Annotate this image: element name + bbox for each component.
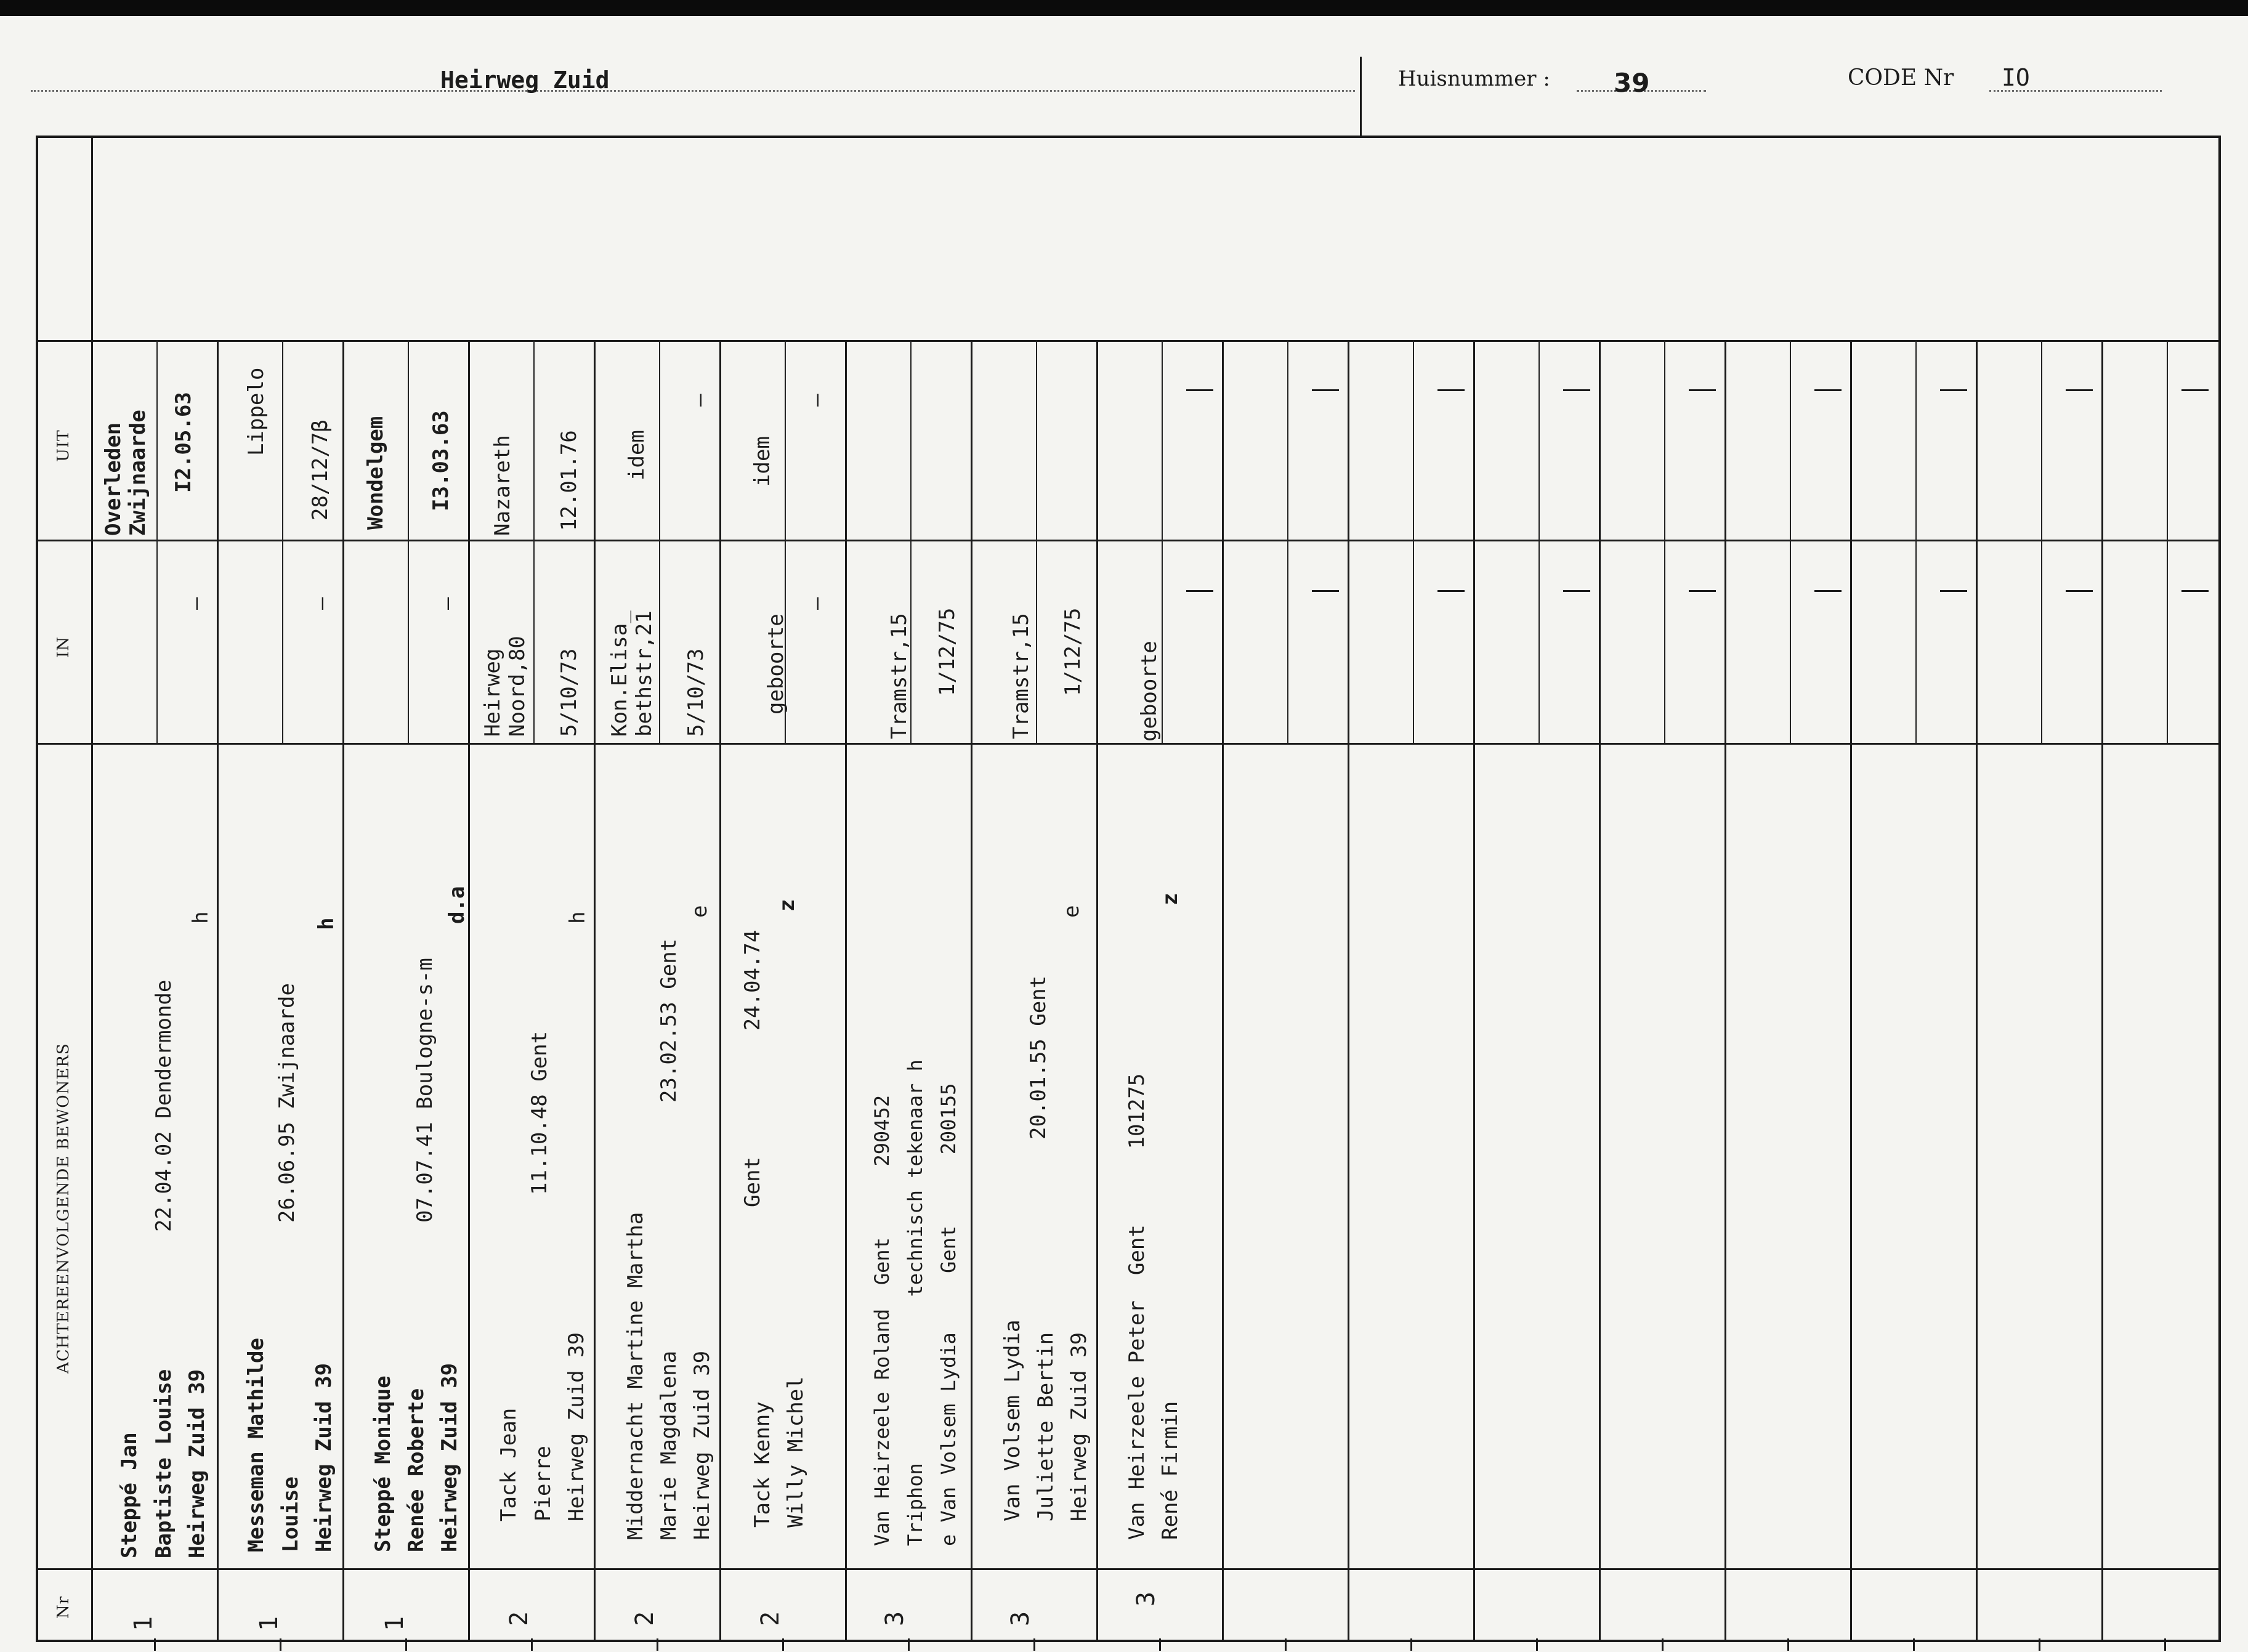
edge-tick bbox=[531, 1638, 533, 1651]
residents-section-label: ACHTEREENVOLGENDE BEWONERS bbox=[54, 1043, 73, 1374]
row-nr: 2 bbox=[631, 1611, 659, 1626]
row-nr: 3 bbox=[1132, 1591, 1160, 1606]
uit-date: I2.05.63 bbox=[171, 392, 196, 493]
empty-dash bbox=[1940, 590, 1967, 592]
resident-line: Steppé Jan bbox=[117, 1432, 142, 1558]
in-place: Heirweg Noord,80 bbox=[480, 636, 530, 737]
resident-line: Willy Michel bbox=[783, 1376, 808, 1528]
uit-date: 28/12/7β bbox=[308, 419, 333, 520]
row-nr: 2 bbox=[756, 1611, 785, 1626]
resident-line: Heirweg Zuid 39 bbox=[564, 1332, 589, 1521]
half-divider bbox=[1790, 340, 1791, 743]
row-divider bbox=[342, 340, 344, 1642]
in-date: — bbox=[184, 597, 208, 610]
status-mark: e bbox=[1059, 905, 1084, 918]
half-divider bbox=[533, 340, 535, 743]
in-date: 1/12/75 bbox=[1061, 607, 1085, 696]
edge-tick bbox=[1536, 1638, 1538, 1651]
resident-line: Louise bbox=[278, 1476, 303, 1552]
row-divider bbox=[1599, 340, 1601, 1642]
uit-place: Nazareth bbox=[490, 435, 515, 536]
edge-tick bbox=[1285, 1638, 1287, 1651]
street-dotted-line bbox=[31, 90, 1355, 92]
birth-info: 11.10.48 Gent bbox=[527, 1030, 552, 1195]
empty-dash bbox=[1186, 389, 1213, 391]
edge-tick bbox=[2164, 1638, 2166, 1651]
in-place: geboorte bbox=[764, 613, 788, 715]
uit-date: — bbox=[687, 394, 712, 407]
edge-tick bbox=[1662, 1638, 1664, 1651]
in-place: Kon.Elisa_ bethstr,21 bbox=[607, 610, 657, 737]
birth-info: 22.04.02 Dendermonde bbox=[152, 979, 176, 1232]
status-mark: d.a bbox=[445, 886, 469, 924]
scan-top-edge bbox=[0, 0, 2248, 16]
uit-place: idem bbox=[750, 436, 775, 487]
empty-dash bbox=[1312, 389, 1339, 391]
in-section-label: IN bbox=[54, 636, 73, 658]
row-nr: 1 bbox=[255, 1616, 283, 1631]
in-date: — bbox=[804, 597, 829, 610]
in-place: geboorte bbox=[1137, 641, 1162, 742]
empty-dash bbox=[1814, 389, 1842, 391]
row-divider bbox=[845, 340, 847, 1642]
edge-tick bbox=[1787, 1638, 1789, 1651]
resident-line: Heirweg Zuid 39 bbox=[1067, 1332, 1091, 1521]
row-divider bbox=[1976, 340, 1978, 1642]
status-mark: z bbox=[1158, 893, 1183, 905]
empty-dash bbox=[2066, 590, 2093, 592]
in-date: — bbox=[435, 597, 459, 610]
half-divider bbox=[2167, 340, 2168, 743]
uit-date: 12.01.76 bbox=[557, 430, 581, 531]
row-divider bbox=[1222, 340, 1224, 1642]
empty-dash bbox=[1563, 590, 1590, 592]
empty-dash bbox=[1814, 590, 1842, 592]
status-mark: h bbox=[565, 911, 590, 924]
row-nr: 1 bbox=[129, 1616, 158, 1631]
resident-line: Van Heirzeele Roland Gent 290452 bbox=[870, 1095, 894, 1546]
half-divider bbox=[1664, 340, 1665, 743]
empty-dash bbox=[1186, 590, 1213, 592]
status-mark: h bbox=[188, 911, 213, 924]
half-divider bbox=[156, 340, 158, 743]
empty-dash bbox=[1940, 389, 1967, 391]
resident-line: René Firmin bbox=[1158, 1401, 1183, 1540]
row-nr: 2 bbox=[505, 1611, 533, 1626]
header-divider bbox=[1360, 57, 1362, 138]
row-nr: 3 bbox=[1006, 1611, 1035, 1626]
edge-tick bbox=[1159, 1638, 1161, 1651]
in-date: 5/10/73 bbox=[557, 648, 581, 737]
half-divider bbox=[659, 340, 660, 743]
street-name: Heirweg Zuid bbox=[440, 67, 610, 94]
birth-info: 07.07.41 Boulogne-s-m bbox=[413, 958, 437, 1223]
edge-tick bbox=[405, 1638, 407, 1651]
empty-dash bbox=[1437, 389, 1465, 391]
uit-section-label: UIT bbox=[54, 429, 73, 462]
resident-line: Van Volsem Lydia bbox=[1000, 1319, 1025, 1521]
birth-info: Gent 24.04.74 bbox=[740, 929, 765, 1207]
row-divider bbox=[217, 340, 219, 1642]
resident-line: Heirweg Zuid 39 bbox=[437, 1362, 462, 1552]
edge-tick bbox=[280, 1638, 281, 1651]
resident-line: Van Heirzeele Peter Gent 101275 bbox=[1125, 1073, 1149, 1540]
row-nr: 3 bbox=[881, 1611, 909, 1626]
empty-dash bbox=[1689, 590, 1716, 592]
in-date: — bbox=[309, 597, 334, 610]
empty-dash bbox=[2181, 389, 2209, 391]
half-divider bbox=[1915, 340, 1917, 743]
status-mark: h bbox=[314, 917, 339, 930]
in-section-top-line bbox=[36, 540, 2221, 541]
edge-tick bbox=[1033, 1638, 1035, 1651]
empty-dash bbox=[2066, 389, 2093, 391]
edge-tick bbox=[908, 1638, 910, 1651]
row-divider bbox=[2101, 340, 2103, 1642]
in-place: Tramstr,15 bbox=[1009, 613, 1033, 739]
edge-tick bbox=[154, 1638, 156, 1651]
row-divider bbox=[1096, 340, 1098, 1642]
resident-line: Messeman Mathilde bbox=[244, 1338, 269, 1552]
uit-place: idem bbox=[625, 430, 649, 480]
residents-section-top-line bbox=[36, 743, 2221, 745]
edge-tick bbox=[1913, 1638, 1915, 1651]
nr-section-label: Nr bbox=[54, 1595, 73, 1619]
in-date: 5/10/73 bbox=[684, 648, 708, 737]
resident-line: Pierre bbox=[531, 1446, 556, 1521]
house-number-label: Huisnummer : bbox=[1398, 67, 1550, 91]
edge-tick bbox=[657, 1638, 658, 1651]
edge-tick bbox=[1410, 1638, 1412, 1651]
birth-info: 26.06.95 Zwijnaarde bbox=[275, 983, 299, 1223]
empty-dash bbox=[1312, 590, 1339, 592]
half-divider bbox=[1287, 340, 1288, 743]
resident-line: Middernacht Martine Martha bbox=[623, 1212, 648, 1540]
edge-tick bbox=[782, 1638, 784, 1651]
uit-date: I3.03.63 bbox=[429, 410, 453, 511]
resident-line: Marie Magdalena bbox=[657, 1350, 681, 1540]
row-divider bbox=[971, 340, 972, 1642]
uit-section-top-line bbox=[36, 340, 2221, 342]
status-mark: z bbox=[775, 899, 799, 912]
empty-dash bbox=[2181, 590, 2209, 592]
resident-line: Steppé Monique bbox=[371, 1375, 395, 1552]
half-divider bbox=[1538, 340, 1540, 743]
house-number: 39 bbox=[1614, 68, 1650, 98]
row-divider bbox=[719, 340, 721, 1642]
resident-line: Heirweg Zuid 39 bbox=[690, 1350, 714, 1540]
in-place: Tramstr,15 bbox=[887, 613, 912, 739]
resident-line: Triphon technisch tekenaar h bbox=[904, 1059, 927, 1546]
label-column-divider bbox=[91, 136, 93, 1642]
resident-line: Heirweg Zuid 39 bbox=[312, 1362, 336, 1552]
birth-info: 20.01.55 Gent bbox=[1026, 975, 1051, 1140]
row-divider bbox=[594, 340, 596, 1642]
row-divider bbox=[1724, 340, 1726, 1642]
row-divider bbox=[1348, 340, 1349, 1642]
resident-line: Baptiste Louise bbox=[152, 1369, 176, 1558]
uit-date: — bbox=[804, 394, 829, 407]
uit-place: Overleden Zwijnaarde bbox=[101, 410, 150, 536]
resident-line: e Van Volsem Lydia Gent 200155 bbox=[937, 1083, 960, 1546]
in-date: 1/12/75 bbox=[935, 607, 960, 696]
resident-line: Juliette Bertin bbox=[1033, 1332, 1058, 1521]
resident-line: Tack Kenny bbox=[750, 1401, 775, 1528]
code-number: IO bbox=[2002, 64, 2030, 91]
empty-dash bbox=[1689, 389, 1716, 391]
empty-dash bbox=[1437, 590, 1465, 592]
uit-place: Wondelgem bbox=[363, 416, 388, 530]
half-divider bbox=[408, 340, 409, 743]
row-divider bbox=[468, 340, 470, 1642]
edge-tick bbox=[2039, 1638, 2040, 1651]
row-divider bbox=[1850, 340, 1852, 1642]
resident-line: Heirweg Zuid 39 bbox=[185, 1369, 209, 1558]
status-mark: e bbox=[687, 905, 712, 918]
nr-section-top-line bbox=[36, 1568, 2221, 1570]
half-divider bbox=[282, 340, 283, 743]
half-divider bbox=[2041, 340, 2042, 743]
empty-dash bbox=[1563, 389, 1590, 391]
row-nr: 1 bbox=[381, 1616, 409, 1631]
half-divider bbox=[1413, 340, 1414, 743]
resident-line: Renée Roberte bbox=[404, 1388, 429, 1552]
row-divider bbox=[1473, 340, 1475, 1642]
uit-place: Lippelo bbox=[244, 367, 269, 456]
resident-line: Tack Jean bbox=[496, 1407, 521, 1521]
code-label: CODE Nr bbox=[1848, 65, 1954, 91]
birth-info: 23.02.53 Gent bbox=[657, 938, 681, 1103]
